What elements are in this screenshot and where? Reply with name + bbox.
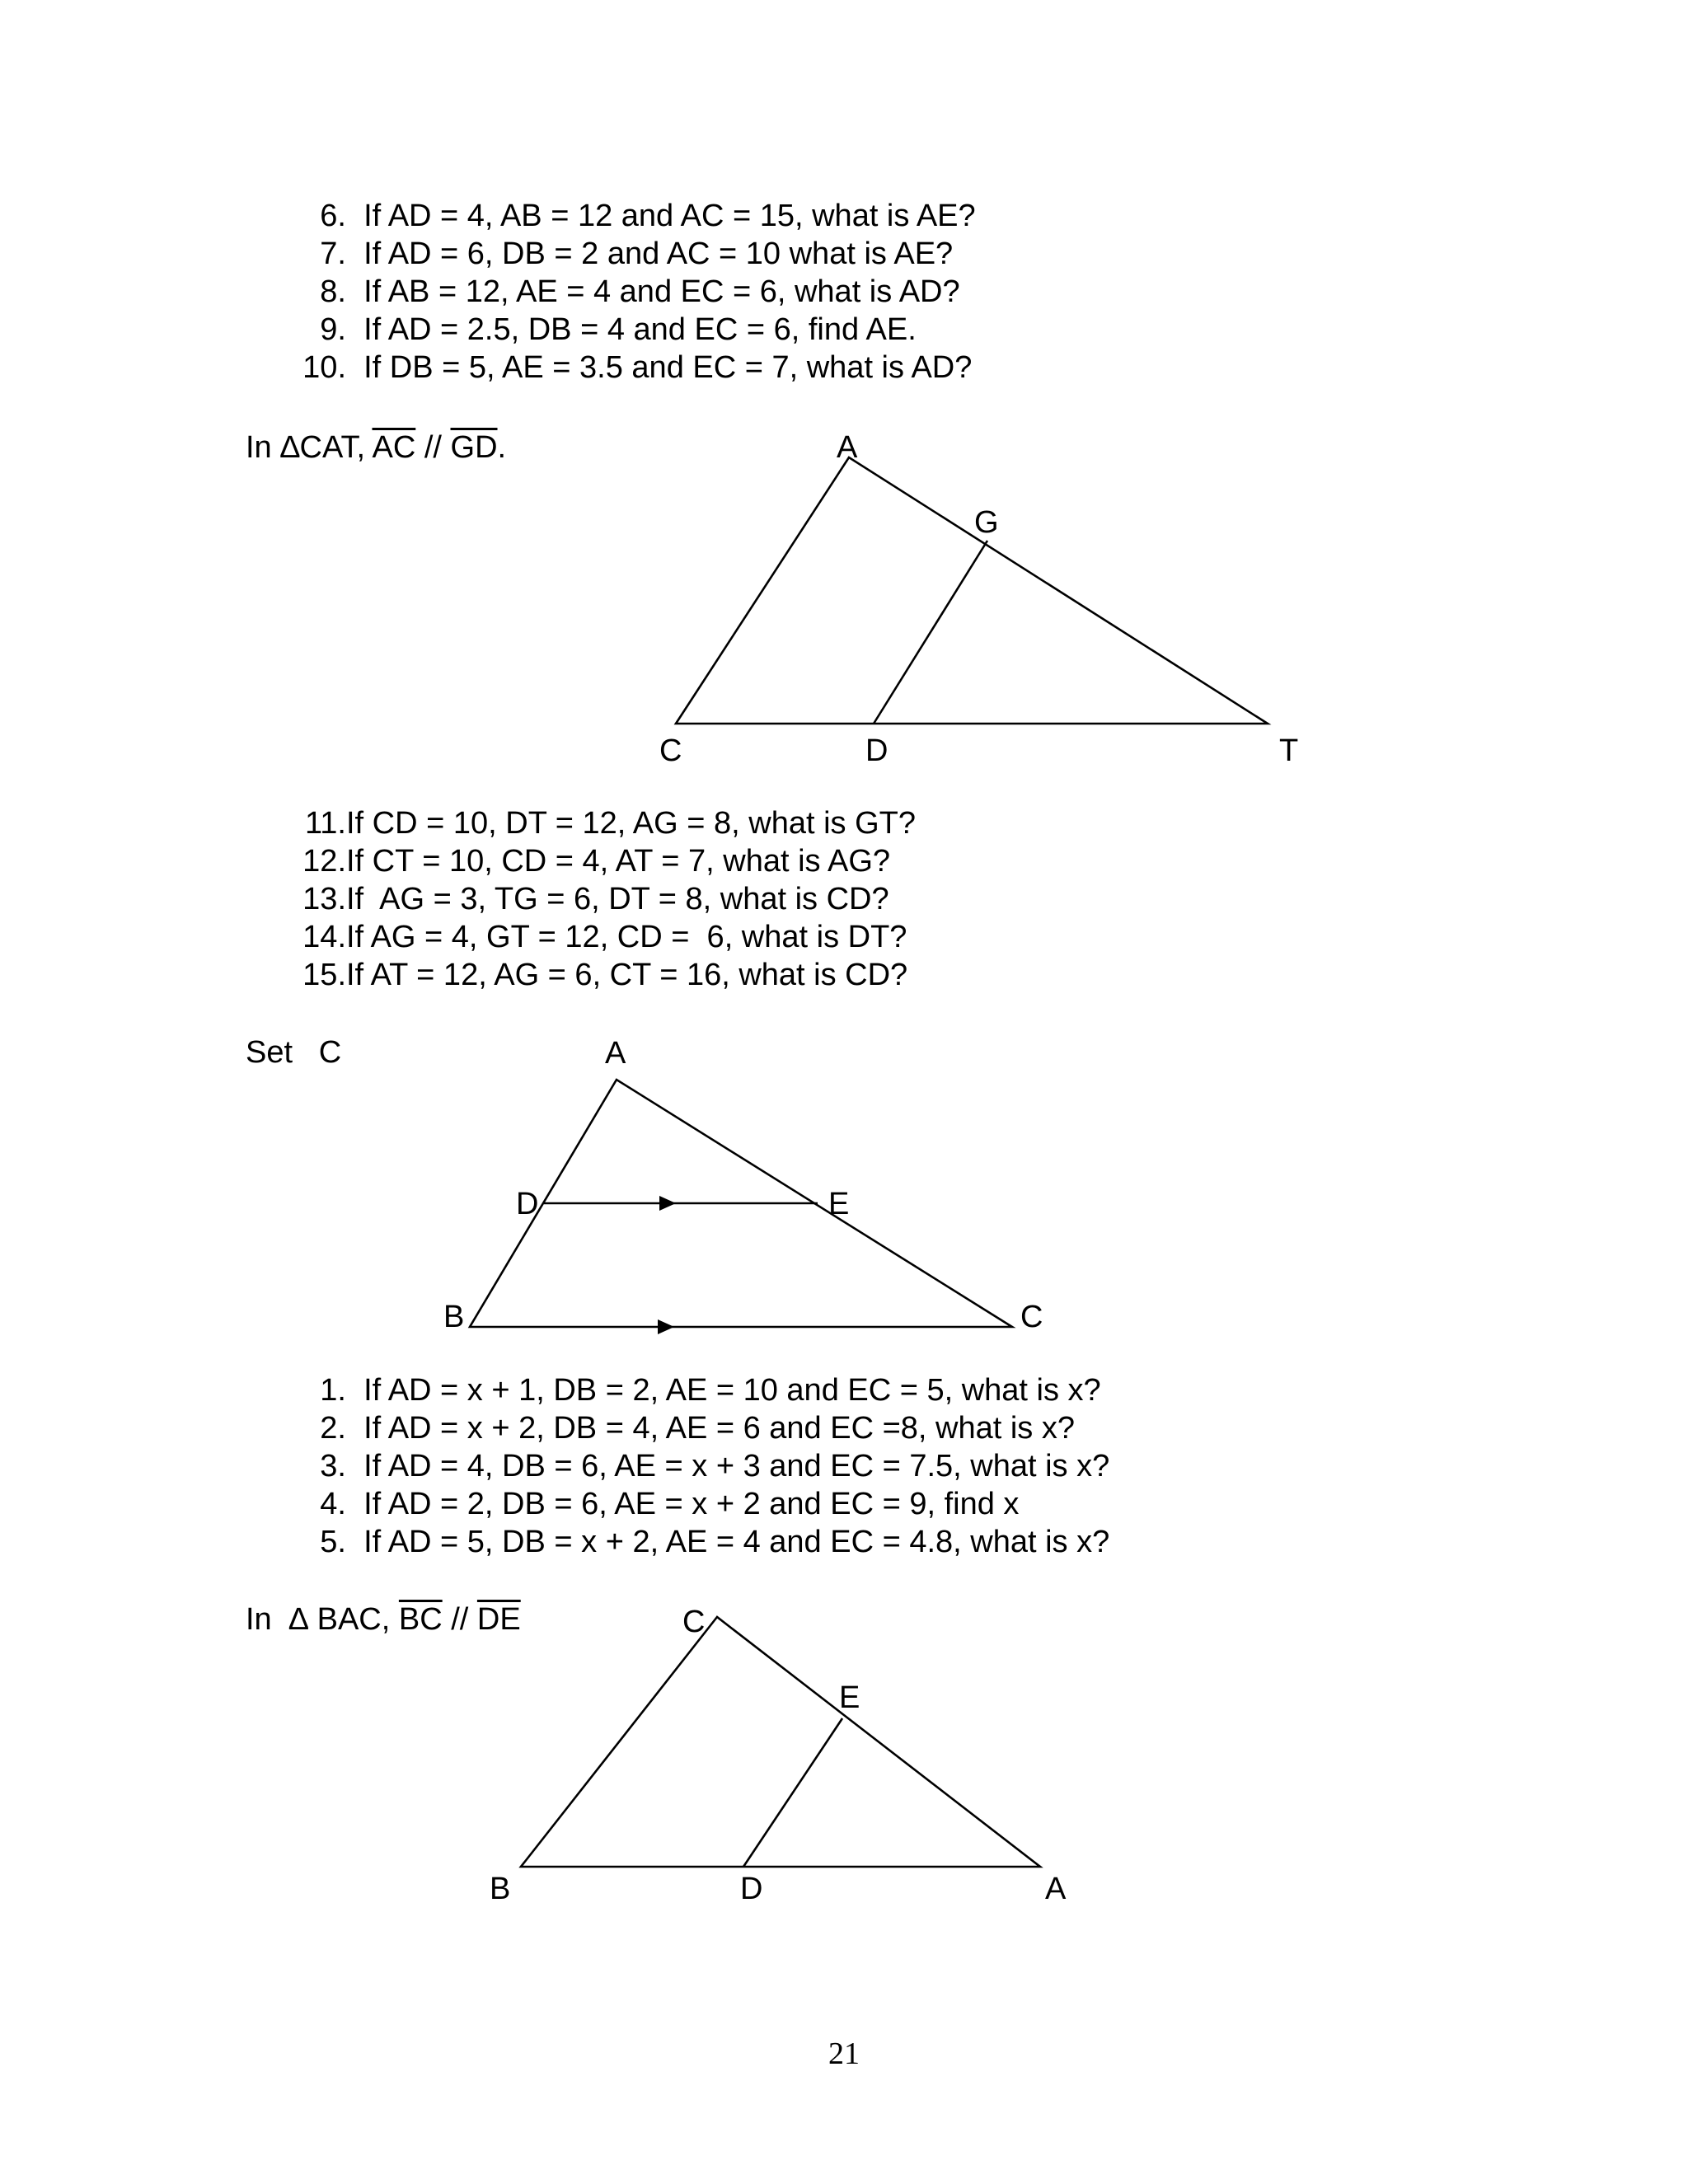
- segment-gd: $\overline{GD}$: [450, 430, 498, 465]
- question-12: 12.If CT = 10, CD = 4, AT = 7, what is AG?: [302, 844, 891, 879]
- segment-bc: $\overline{BC}$: [398, 1602, 443, 1637]
- label-c: C: [1020, 1300, 1043, 1334]
- segment-ac: $\overline{AC}$: [372, 430, 416, 465]
- bac-parallel-heading: In ∆ BAC, $\overline{BC} // \overline{DE}$: [246, 1602, 521, 1637]
- cat-parallel-heading: In ∆CAT, $\overline{AC} // \overline{GD}$.: [246, 430, 507, 465]
- segment-de-line: [743, 1718, 842, 1867]
- question-c3: 3. If AD = 4, DB = 6, AE = x + 3 and EC = 7.5, what is x?: [320, 1449, 1110, 1483]
- question-9: 9. If AD = 2.5, DB = 4 and EC = 6, find AE.: [320, 312, 917, 347]
- label-b: B: [490, 1872, 511, 1906]
- question-c2: 2. If AD = x + 2, DB = 4, AE = 6 and EC =8, what is x?: [320, 1411, 1075, 1446]
- label-e: E: [839, 1680, 860, 1715]
- question-8: 8. If AB = 12, AE = 4 and EC = 6, what is AD?: [320, 274, 960, 309]
- question-6: 6. If AD = 4, AB = 12 and AC = 15, what is AE?: [320, 199, 976, 233]
- question-c1: 1. If AD = x + 1, DB = 2, AE = 10 and EC = 5, what is x?: [320, 1373, 1101, 1408]
- question-14: 14.If AG = 4, GT = 12, CD = 6, what is DT?: [302, 920, 907, 954]
- question-13: 13.If AG = 3, TG = 6, DT = 8, what is CD?: [302, 882, 889, 916]
- label-d: D: [865, 733, 889, 768]
- question-7: 7. If AD = 6, DB = 2 and AC = 10 what is AE?: [320, 237, 954, 271]
- label-a: A: [1045, 1872, 1067, 1906]
- triangle-bac: [521, 1617, 1040, 1867]
- question-11: 11.If CD = 10, DT = 12, AG = 8, what is GT?: [304, 806, 916, 841]
- question-10: 10. If DB = 5, AE = 3.5 and EC = 7, what is AD?: [302, 350, 973, 385]
- page-number: 21: [828, 2036, 860, 2071]
- label-c: C: [659, 733, 682, 768]
- segment-de: $\overline{DE}$: [476, 1602, 521, 1637]
- label-g: G: [974, 505, 999, 540]
- label-b: B: [443, 1300, 465, 1334]
- label-e: E: [828, 1187, 850, 1221]
- label-a: A: [605, 1036, 626, 1071]
- set-c-heading: Set C: [246, 1035, 342, 1070]
- label-c: C: [682, 1605, 706, 1639]
- question-c5: 5. If AD = 5, DB = x + 2, AE = 4 and EC = 4.8, what is x?: [320, 1525, 1110, 1559]
- label-d: D: [516, 1187, 539, 1221]
- label-t: T: [1279, 733, 1299, 768]
- label-a: A: [837, 430, 858, 465]
- label-d: D: [740, 1872, 763, 1906]
- question-c4: 4. If AD = 2, DB = 6, AE = x + 2 and EC = 9, find x: [320, 1487, 1020, 1521]
- question-15: 15.If AT = 12, AG = 6, CT = 16, what is CD?: [302, 958, 908, 992]
